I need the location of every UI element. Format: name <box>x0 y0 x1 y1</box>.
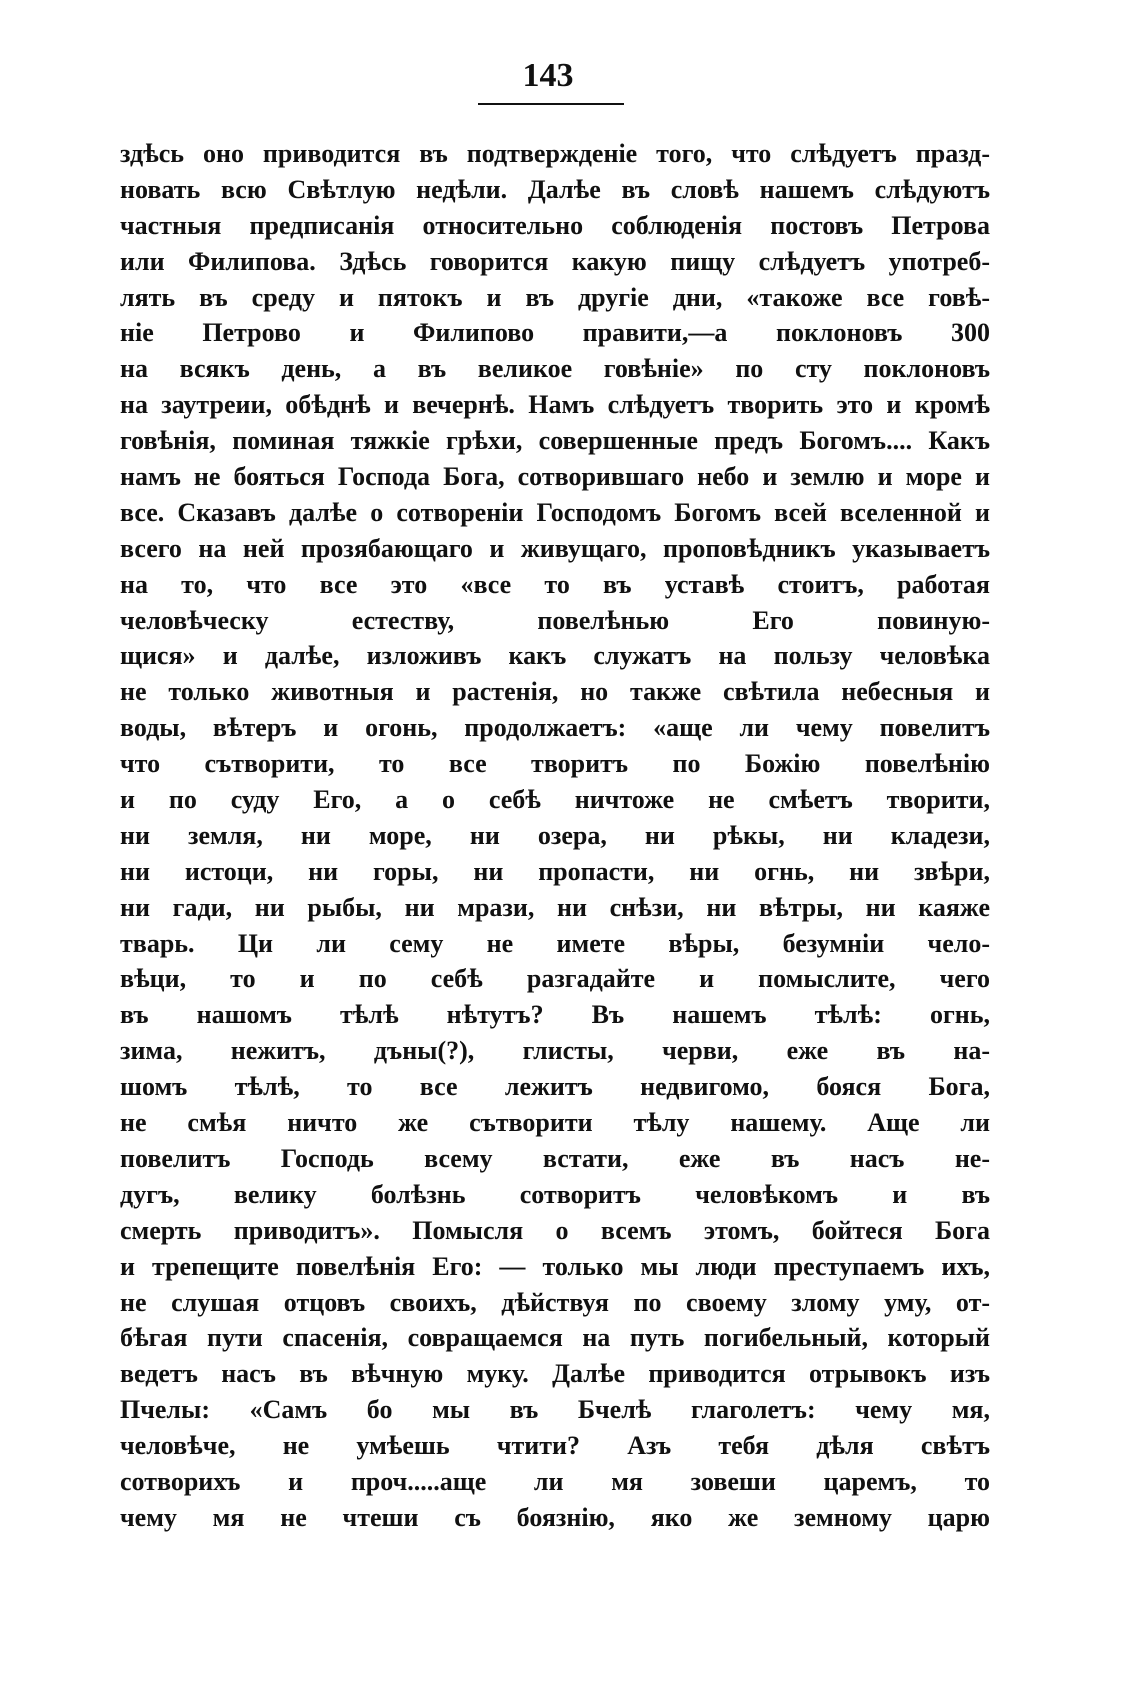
text-line: на всякъ день, а въ великое говѣніе» по сту поклоновъ <box>120 354 990 384</box>
text-line: здѣсь оно приводится въ подтвержденіе того, что слѣдуетъ празд- <box>120 139 990 168</box>
text-line: бѣгая пути спасенія, совращаемся на путь погибельный, который <box>120 1323 990 1353</box>
text-line: зима, нежитъ, дъны(?), глисты, черви, еже въ на- <box>120 1036 990 1066</box>
text-line: Пчелы: «Самъ бо мы въ Бчелѣ глаголетъ: чему мя, <box>120 1395 990 1425</box>
text-line: намъ не бояться Господа Бога, сотворившаго небо и землю и море и <box>120 462 990 492</box>
text-line: все. Сказавъ далѣе о сотвореніи Господомъ Богомъ всей вселенной и <box>120 497 990 527</box>
body-text <box>120 136 990 1536</box>
text-line: ни гади, ни рыбы, ни мрази, ни снѣзи, ни вѣтры, ни каяже <box>120 892 990 922</box>
text-line: новать всю Свѣтлую недѣли. Далѣе въ словѣ нашемъ слѣдуютъ <box>120 174 990 204</box>
text-line: не слушая отцовъ своихъ, дѣйствуя по своему злому уму, от- <box>120 1287 990 1317</box>
text-line: чему мя не чтеши съ боязнію, яко же земному царю <box>120 1502 990 1532</box>
text-line: въ нашомъ тѣлѣ нѣтутъ? Въ нашемъ тѣлѣ: огнь, <box>120 1000 990 1030</box>
text-line: воды, вѣтеръ и огонь, продолжаетъ: «аще ли чему повелитъ <box>120 713 990 743</box>
text-line: человѣче, не умѣешь чтити? Азъ тебя дѣля свѣтъ <box>120 1431 990 1461</box>
text-line: смерть приводитъ». Помысля о всемъ этомъ, бойтеся Бога <box>120 1215 990 1245</box>
text-line: и трепещите повелѣнія Его: — только мы люди преступаемъ ихъ, <box>120 1251 990 1281</box>
text-line: говѣнія, поминая тяжкіе грѣхи, совершенные предъ Богомъ.... Какъ <box>120 426 990 456</box>
text-line: повелитъ Господь всему встати, еже въ насъ не- <box>120 1143 990 1173</box>
text-line: дугъ, велику болѣзнь сотворитъ человѣкомъ и въ <box>120 1179 990 1209</box>
text-line: ни земля, ни море, ни озера, ни рѣкы, ни кладези, <box>120 820 990 850</box>
text-line: ни истоци, ни горы, ни пропасти, ни огнь, ни звѣри, <box>120 856 990 886</box>
page-number: 143 <box>522 57 574 94</box>
text-line: лять въ среду и пятокъ и въ другіе дни, «такоже все говѣ- <box>120 282 990 312</box>
text-line: и по суду Его, а о себѣ ничтоже не смѣетъ творити, <box>120 785 990 815</box>
text-line: щися» и далѣе, изложивъ какъ служатъ на пользу человѣка <box>120 641 990 671</box>
page-number-rule <box>478 103 624 105</box>
text-line: всего на ней прозябающаго и живущаго, проповѣдникъ указываетъ <box>120 533 990 563</box>
text-line: не смѣя ничто же сътворити тѣлу нашему. Аще ли <box>120 1108 990 1138</box>
text-line: вѣци, то и по себѣ разгадайте и помыслите, чего <box>120 964 990 994</box>
text-line: на то, что все это «все то въ уставѣ стоитъ, работая <box>120 569 990 599</box>
text-line: ніе Петрово и Филипово правити,—а поклоновъ 300 <box>120 318 990 348</box>
text-line: или Филипова. Здѣсь говорится какую пищу слѣдуетъ употреб- <box>120 246 990 276</box>
text-line: не только животныя и растенія, но также свѣтила небесныя и <box>120 677 990 707</box>
text-line: тварь. Ци ли сему не имете вѣры, безумніи чело- <box>120 928 990 958</box>
text-line: что сътворити, то все творитъ по Божію повелѣнію <box>120 749 990 779</box>
text-line: ведетъ насъ въ вѣчную муку. Далѣе приводится отрывокъ изъ <box>120 1359 990 1389</box>
text-line: частныя предписанія относительно соблюденія постовъ Петрова <box>120 210 990 240</box>
text-line: сотворихъ и проч.....аще ли мя зовеши царемъ, то <box>120 1466 990 1496</box>
text-line: на заутреии, обѣднѣ и вечернѣ. Намъ слѣдуетъ творить это и кромѣ <box>120 390 990 420</box>
text-line: человѣческу естеству, повелѣнью Его повиную- <box>120 605 990 635</box>
text-line: шомъ тѣлѣ, то все лежитъ недвигомо, бояся Бога, <box>120 1072 990 1102</box>
